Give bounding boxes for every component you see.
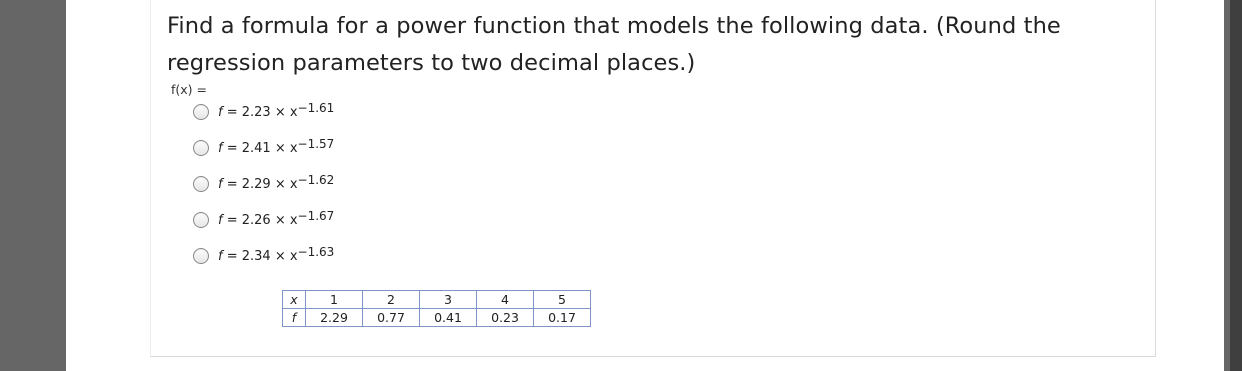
function-symbol: f [218, 140, 223, 156]
option-label [218, 208, 335, 228]
table-cell: 0.17 [534, 309, 591, 327]
exponent: −1.63 [297, 244, 335, 259]
exponent: −1.62 [297, 172, 335, 187]
option-5[interactable] [193, 246, 334, 266]
table-cell: 4 [477, 291, 534, 309]
table-row-f [283, 309, 591, 327]
option-3[interactable] [193, 174, 334, 194]
option-label [218, 100, 335, 120]
row-header-x: x [283, 291, 306, 309]
exponent: −1.61 [297, 100, 335, 115]
question-card [150, 0, 1156, 357]
question-text: Find a formula for a power function that models the following data. (Round the regression parameters to two decimal places.) [167, 13, 1061, 76]
radio-button[interactable] [193, 212, 209, 228]
table-cell: 0.23 [477, 309, 534, 327]
option-label [218, 136, 335, 156]
coefficient-term: = 2.41 × x [222, 140, 298, 156]
function-symbol: f [218, 248, 223, 264]
function-symbol: f [218, 104, 223, 120]
radio-button[interactable] [193, 248, 209, 264]
coefficient-term: = 2.26 × x [222, 212, 298, 228]
table-row-x [283, 291, 591, 309]
option-1[interactable] [193, 102, 334, 122]
table-cell: 2 [363, 291, 420, 309]
row-header-f: f [283, 309, 306, 327]
option-label [218, 172, 335, 192]
right-edge-strip [1230, 0, 1242, 371]
radio-button[interactable] [193, 176, 209, 192]
coefficient-term: = 2.29 × x [222, 176, 298, 192]
function-symbol: f [218, 176, 223, 192]
table-cell: 2.29 [306, 309, 363, 327]
table-cell: 3 [420, 291, 477, 309]
table-cell: 5 [534, 291, 591, 309]
coefficient-term: = 2.23 × x [222, 104, 298, 120]
option-4[interactable] [193, 210, 334, 230]
coefficient-term: = 2.34 × x [222, 248, 298, 264]
table-cell: 1 [306, 291, 363, 309]
data-table [282, 290, 591, 327]
option-2[interactable] [193, 138, 334, 158]
radio-button[interactable] [193, 104, 209, 120]
exponent: −1.67 [297, 208, 335, 223]
page [66, 0, 1224, 371]
function-symbol: f [218, 212, 223, 228]
radio-button[interactable] [193, 140, 209, 156]
exponent: −1.57 [297, 136, 335, 151]
table-cell: 0.77 [363, 309, 420, 327]
table-cell: 0.41 [420, 309, 477, 327]
answer-label: f(x) = [171, 82, 207, 97]
option-label [218, 244, 335, 264]
